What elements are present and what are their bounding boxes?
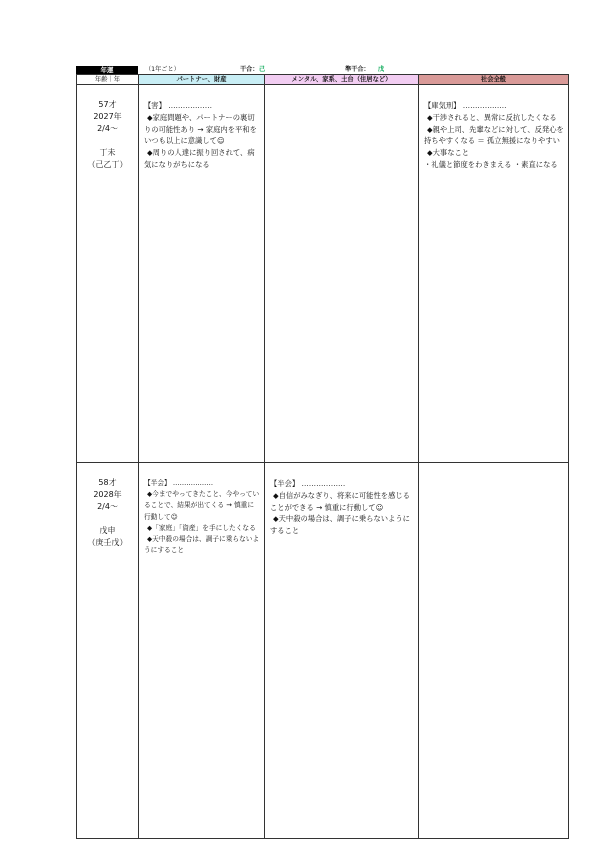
mental-cell xyxy=(265,85,419,463)
list-item: ◆「家庭」「資産」を手にしたくなる xyxy=(147,523,256,532)
period-label: （1年ごと） xyxy=(145,66,180,73)
title-cell: 年運 xyxy=(76,66,138,74)
year-label: 2028年 xyxy=(93,490,122,499)
kango-value: 己 xyxy=(259,66,266,73)
mental-cell xyxy=(265,463,419,839)
table-row xyxy=(77,85,569,463)
column-header-partner: パートナー、財産 xyxy=(139,75,265,85)
age-year-cell xyxy=(77,463,139,839)
age-label: 57才 xyxy=(98,100,117,109)
column-header-row xyxy=(77,75,569,85)
kanshi-label: 戊申 xyxy=(99,526,116,535)
title-row xyxy=(76,66,568,74)
list-item: ◆今までやってきたこと、今やっていることで、結果が出てくる → 慎重に行動して☺ xyxy=(144,490,260,521)
jun-kango-label: 準干合： xyxy=(345,66,370,73)
society-cell xyxy=(419,85,569,463)
zokan-label: （庚壬戊） xyxy=(87,538,128,547)
age-label: 58才 xyxy=(98,478,117,487)
column-header-age-year: 年齢｜年 xyxy=(77,75,139,85)
list-item: ◆周りの人達に振り回されて、病気になりがちになる xyxy=(144,148,255,169)
partner-cell xyxy=(139,463,265,839)
column-header-mental: メンタル、家系、土台（住居など） xyxy=(265,75,419,85)
list-item: ◆親や上司、先輩などに対して、反発心を持ちやすくなる ＝ 孤立無援になりやすい xyxy=(424,124,564,146)
kanshi-label: 丁未 xyxy=(99,148,116,157)
zokan-label: （己乙丁） xyxy=(87,160,128,169)
fortune-sheet xyxy=(76,66,568,839)
table-body xyxy=(77,85,569,839)
jun-kango-value: 戊 xyxy=(378,66,385,73)
partner-cell xyxy=(139,85,265,463)
list-item: ◆大事なこと xyxy=(427,148,470,158)
society-cell xyxy=(419,463,569,839)
table-row xyxy=(77,463,569,839)
list-item: ・礼儀と節度をわきまえる ・素直になる xyxy=(424,159,558,169)
section-heading: 【半会】 ……………… xyxy=(144,479,214,487)
section-heading: 【庫気刑】 ……………… xyxy=(424,101,507,110)
kango-label: 干合： xyxy=(240,66,259,73)
list-item: ◆家庭問題や、パートナーの裏切りの可能性あり → 家庭内を平和をいつも以上に意識して☺ xyxy=(144,112,257,146)
list-item: ◆自信がみなぎり、将来に可能性を感じることができる → 慎重に行動して☺ xyxy=(270,490,410,512)
list-item: ◆天中殺の場合は、調子に乗らないようにすること xyxy=(144,535,260,555)
year-label: 2027年 xyxy=(93,112,122,121)
fortune-table xyxy=(76,74,569,839)
start-date-label: 2/4～ xyxy=(97,124,118,133)
section-heading: 【害】 ……………… xyxy=(144,101,212,110)
start-date-label: 2/4～ xyxy=(97,502,118,511)
column-header-society: 社会全般 xyxy=(419,75,569,85)
list-item: ◆干渉されると、異常に反抗したくなる xyxy=(427,112,557,122)
section-heading: 【半会】 ……………… xyxy=(270,479,346,488)
list-item: ◆天中殺の場合は、調子に乗らないようにすること xyxy=(270,514,410,536)
table-head xyxy=(77,75,569,85)
age-year-cell xyxy=(77,85,139,463)
